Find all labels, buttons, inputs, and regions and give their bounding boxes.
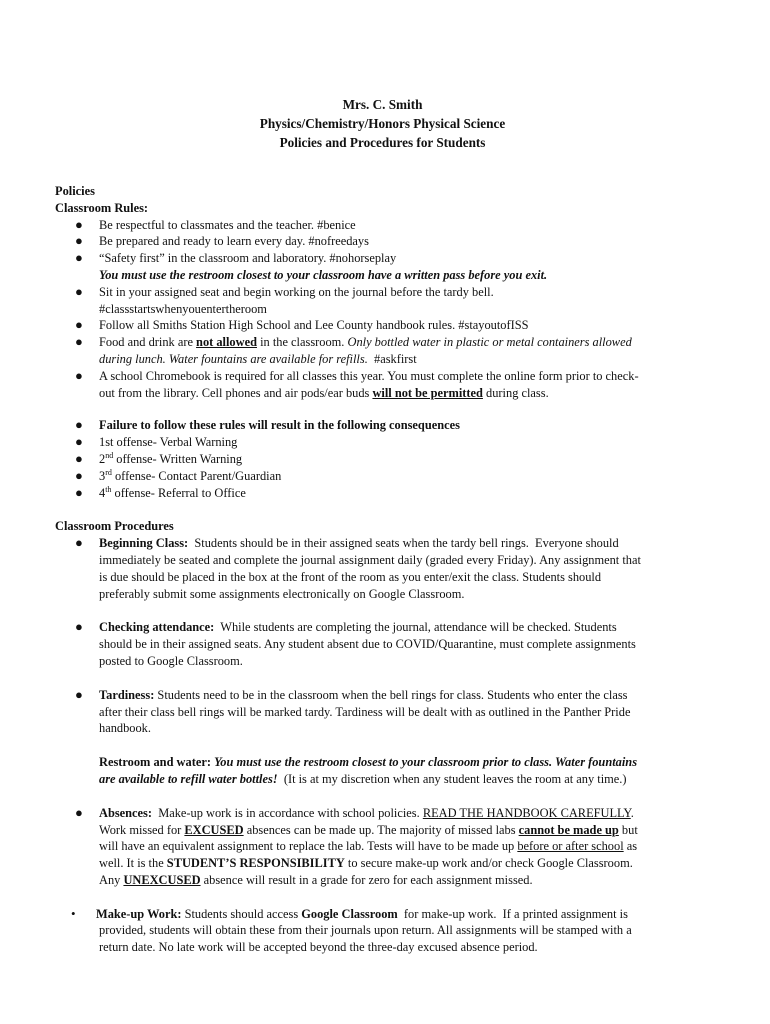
bullet-icon: ● — [75, 283, 83, 299]
bullet-icon: ● — [75, 417, 83, 433]
bullet-icon: ● — [75, 484, 83, 500]
document-title: Policies and Procedures for Students — [279, 135, 486, 150]
bullet-icon: ● — [75, 250, 83, 266]
course-titles: Physics/Chemistry/Honors Physical Science — [259, 116, 506, 131]
bullet-icon: ● — [75, 804, 83, 820]
procedures-list — [55, 535, 710, 956]
restroom-note: You must use the restroom closest to your classroom have a written pass before you exit. — [99, 267, 548, 282]
consequences-list — [55, 417, 710, 501]
list-item: Restroom and water: You must use the restroom closest to your classroom prior to class. Water fountains are available to refill water bottles! (It is at my discretion when any student leaves the room at any time.) — [99, 755, 638, 786]
teacher-name: Mrs. C. Smith — [342, 97, 423, 112]
list-item: ● Checking attendance: While students are completing the journal, attendance will be checked. Students should be in their assigned seats. Any student absent due to COVID/Quarantine, must complete assignments posted to Google Classroom. — [75, 619, 636, 668]
bullet-icon: ● — [75, 367, 83, 383]
list-item: ● Be respectful to classmates and the teacher. #benice — [75, 216, 356, 232]
list-item: ● Failure to follow these rules will result in the following consequences — [75, 417, 460, 433]
document-header — [55, 95, 710, 152]
list-item: ● 2nd offense- Written Warning — [75, 450, 243, 466]
bullet-icon: ● — [75, 467, 83, 483]
classroom-rules-list — [55, 217, 710, 402]
bullet-icon: ● — [75, 619, 83, 635]
classroom-rules-heading: Classroom Rules: — [55, 200, 149, 215]
bullet-icon: ● — [75, 686, 83, 702]
list-item: ● Be prepared and ready to learn every day. #nofreedays — [75, 233, 369, 249]
list-item: ● Sit in your assigned seat and begin working on the journal before the tardy bell. #classstartswhenyouentertheroom — [75, 283, 494, 316]
list-item: ● Beginning Class: Students should be in their assigned seats when the tardy bell rings. Everyone should immediately be seated and complete the journal assignment daily (graded every Friday). Any assignment that is due should be placed in the box at the front of the room as you enter/exit the class. Students should preferably submit some assignments electronically on Google Classroom. — [75, 535, 641, 601]
procedures-heading: Classroom Procedures — [55, 519, 174, 534]
list-item: • Make-up Work: Students should access Google Classroom for make-up work. If a printed assignment is provided, students will obtain these from their journals upon return. All assignments will be stamped with a return date. No late work will be accepted beyond the three-day excused absence period. — [71, 905, 632, 955]
list-item: ● Follow all Smiths Station High School and Lee County handbook rules. #stayoutofISS — [75, 317, 529, 333]
bullet-icon: ● — [75, 535, 83, 551]
policies-heading: Policies — [55, 184, 95, 198]
list-item: ● Food and drink are not allowed in the classroom. Only bottled water in plastic or metal containers allowed during lunch. Water fountains are available for refills. #askfirst — [75, 334, 632, 366]
bullet-icon: ● — [75, 450, 83, 466]
bullet-icon: ● — [75, 233, 83, 249]
list-item: ● 4th offense- Referral to Office — [75, 484, 246, 500]
bullet-icon: ● — [75, 434, 83, 450]
list-item: ● 3rd offense- Contact Parent/Guardian — [75, 467, 282, 483]
list-item: ● 1st offense- Verbal Warning — [75, 434, 238, 450]
list-item: ● “Safety first” in the classroom and laboratory. #nohorseplay You must use the restroom closest to your classroom have a written pass before you exit. — [75, 250, 548, 282]
list-item: ● Absences: Make-up work is in accordance with school policies. READ THE HANDBOOK CAREFULLY. Work missed for EXCUSED absences can be made up. The majority of missed labs cannot be made up but will have an equivalent assignment to replace the lab. Tests will have to be made up before or after school as well. It is the STUDENT’S RESPONSIBILITY to secure make-up work and/or check Google Classroom. Any UNEXCUSED absence will result in a grade for zero for each assignment missed. — [75, 804, 638, 887]
list-item: ● Tardiness: Students need to be in the classroom when the bell rings for class. Students who enter the class after their class bell rings will be marked tardy. Tardiness will be dealt with as outlined in the Panther Pride handbook. — [75, 686, 631, 736]
bullet-icon: • — [71, 905, 76, 921]
bullet-icon: ● — [75, 216, 83, 232]
bullet-icon: ● — [75, 317, 83, 333]
bullet-icon: ● — [75, 334, 83, 350]
list-item: ● A school Chromebook is required for all classes this year. You must complete the online form prior to check- out from the library. Cell phones and air pods/ear buds will not be permitted during class. — [75, 367, 639, 400]
